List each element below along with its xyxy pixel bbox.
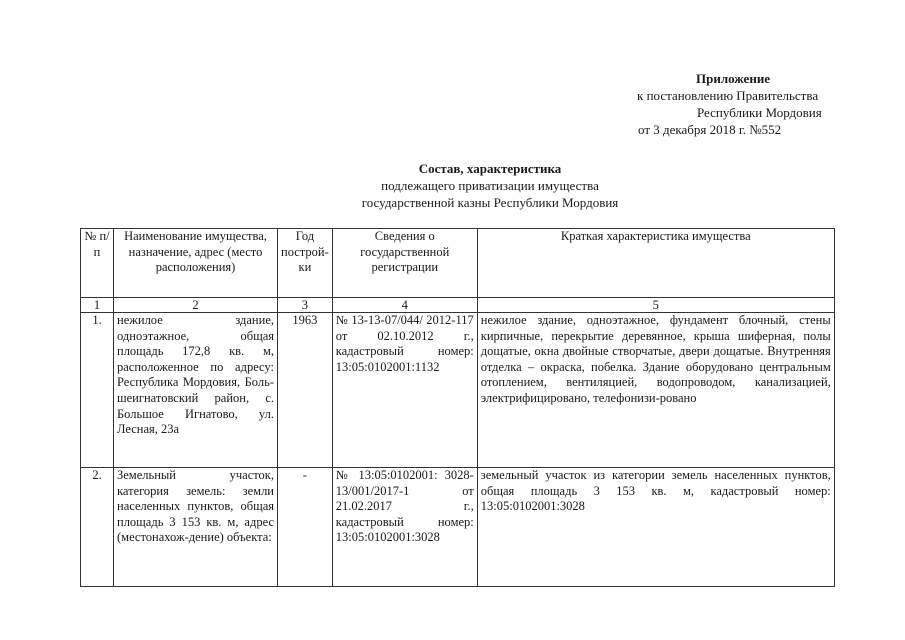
row-name: нежилое здание, одноэтажное, общая площадь 172,8 кв. м, расположенное по адресу: Республика Мордовия, Боль-шеигнатовский район, с. Большое Игнатово, ул. Лесная, 23а <box>114 313 278 468</box>
title-subtitle-1: подлежащего приватизации имущества <box>381 178 599 193</box>
table-header-row <box>81 229 835 298</box>
column-number: 1 <box>81 298 114 313</box>
header-number: № п/п <box>81 229 114 298</box>
row-description: земельный участок из категории земель населенных пунктов, общая площадь 3 153 кв. м, кадастровый номер: 13:05:0102001:3028 <box>477 468 834 587</box>
document-title <box>0 160 905 211</box>
title-main: Состав, характеристика <box>418 161 562 176</box>
column-number: 3 <box>278 298 333 313</box>
appendix-heading: Приложение <box>696 71 771 86</box>
row-number: 1. <box>81 313 114 468</box>
row-year: - <box>278 468 333 587</box>
row-registration: № 13:05:0102001: 3028- 13/001/2017-1 от 21.02.2017 г., кадастровый номер: 13:05:0102001:3028 <box>332 468 477 587</box>
row-registration: № 13-13-07/044/ 2012-117 от 02.10.2012 г., кадастровый номер: 13:05:0102001:1132 <box>332 313 477 468</box>
row-description: нежилое здание, одноэтажное, фундамент блочный, стены кирпичные, перекрытие деревянное, крыша шиферная, полы дощатые, окна двойные створчатые, двери дощатые. Внутренняя отделка – окраска, побелка. Здание оборудовано центральным отоплением, вентиляцией, водопроводом, канализацией, электрифицировано, телефонизи-ровано <box>477 313 834 468</box>
row-name: Земельный участок, категория земель: земли населенных пунктов, общая площадь 3 153 кв. м, адрес (местонахож-дение) объекта: <box>114 468 278 587</box>
row-year: 1963 <box>278 313 333 468</box>
column-number: 2 <box>114 298 278 313</box>
title-subtitle-2: государственной казны Республики Мордовия <box>361 195 619 210</box>
header-registration: Сведения о государственной регистрации <box>332 229 477 298</box>
row-number: 2. <box>81 468 114 587</box>
column-number: 4 <box>332 298 477 313</box>
header-name: Наименование имущества, назначение, адрес (место расположения) <box>114 229 278 298</box>
header-description: Краткая характеристика имущества <box>477 229 834 298</box>
appendix-line-date: от 3 декабря 2018 г. №552 <box>638 122 782 137</box>
column-number-row <box>81 298 835 313</box>
property-table <box>80 228 835 587</box>
header-year: Год построй-ки <box>278 229 333 298</box>
table-row <box>81 313 835 468</box>
appendix-line-resolution: к постановлению Правительства <box>637 88 819 103</box>
table-row <box>81 468 835 587</box>
column-number: 5 <box>477 298 834 313</box>
appendix-line-republic: Республики Мордовия <box>697 105 822 120</box>
